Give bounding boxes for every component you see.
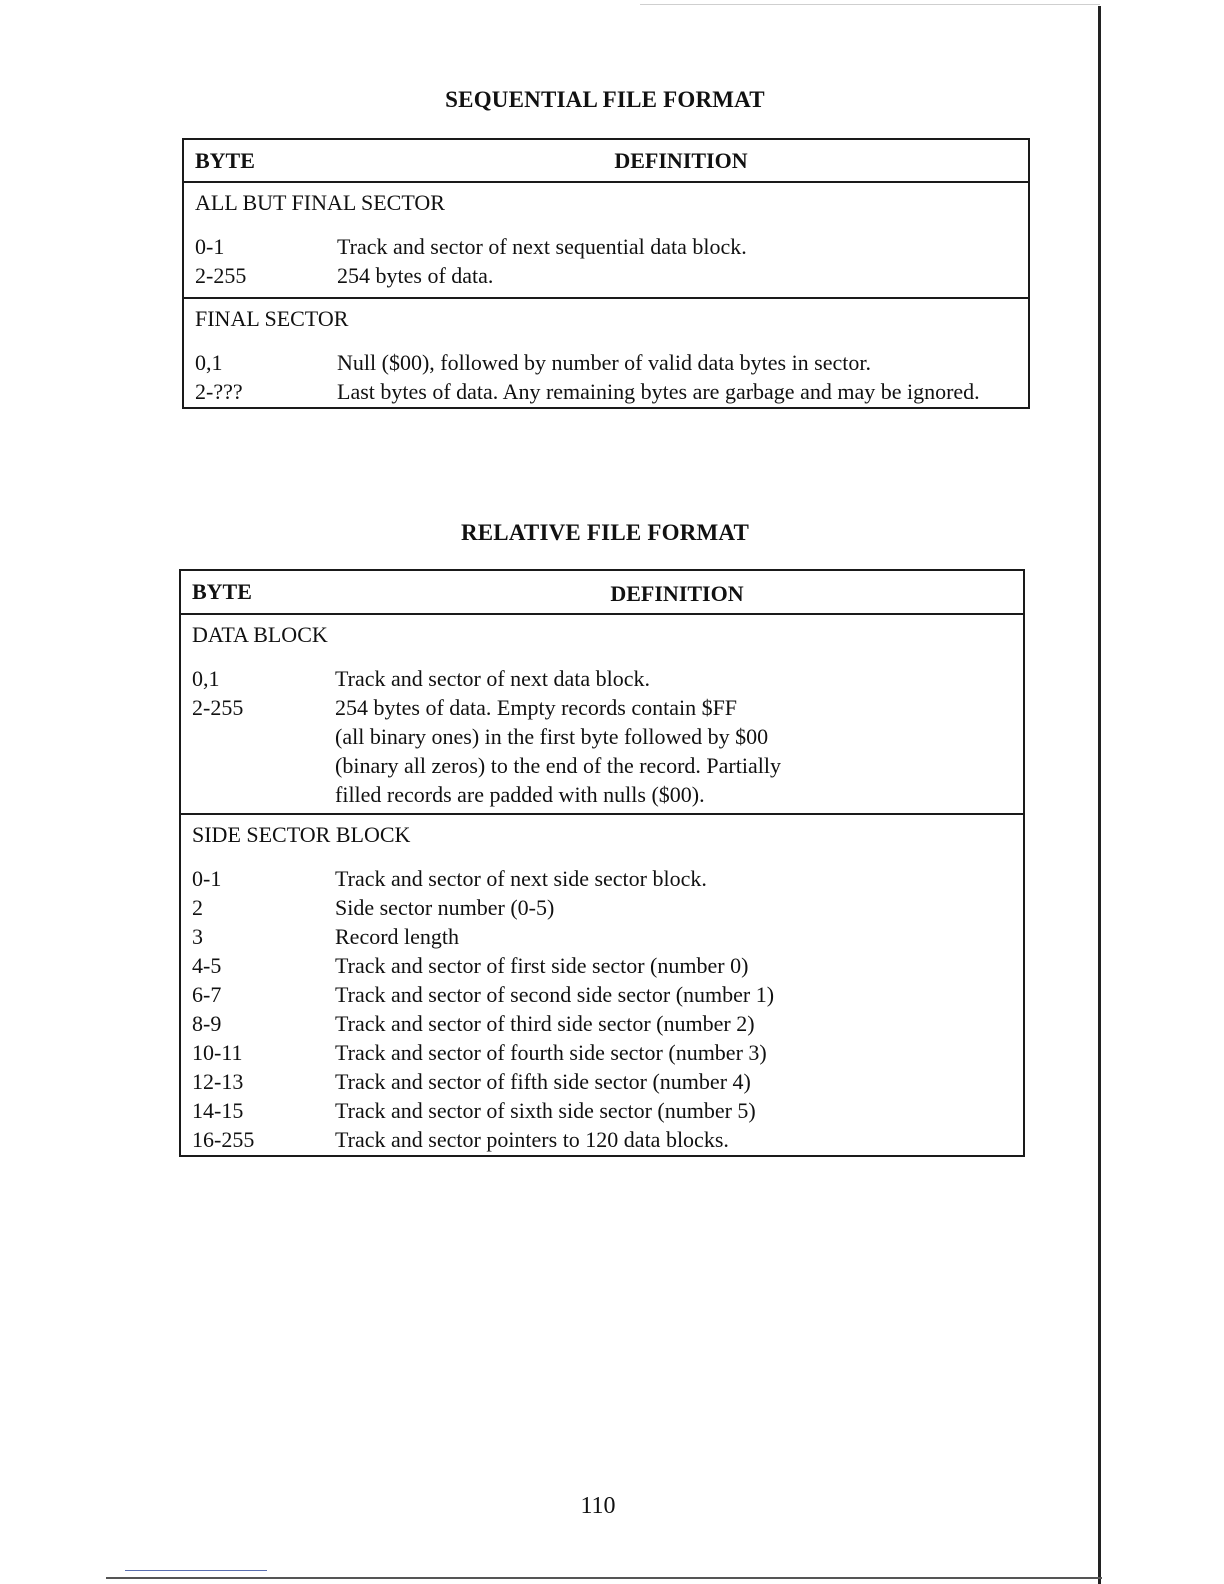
byte-cell: 2-255 xyxy=(195,263,247,288)
table-row xyxy=(192,924,1021,953)
definition-cell: Null ($00), followed by number of valid data bytes in sector. xyxy=(337,350,871,375)
byte-cell: 6-7 xyxy=(192,982,222,1007)
table-row xyxy=(195,350,1026,379)
table-row xyxy=(192,866,1021,895)
byte-header: BYTE xyxy=(192,579,252,604)
section-side-sector-block xyxy=(181,813,1023,1155)
section-data-block xyxy=(181,615,1023,813)
table-row xyxy=(192,1040,1021,1069)
table-header xyxy=(184,140,1028,183)
relative-title: RELATIVE FILE FORMAT xyxy=(460,520,750,545)
row-list xyxy=(195,234,1026,292)
byte-cell: 2 xyxy=(192,895,203,920)
row-list xyxy=(192,866,1021,1156)
section-final-sector xyxy=(184,297,1028,407)
byte-cell: 0-1 xyxy=(195,234,225,259)
sequential-table xyxy=(182,138,1030,409)
section-label: DATA BLOCK xyxy=(192,622,328,647)
byte-cell: 0,1 xyxy=(192,666,220,691)
right-edge-line xyxy=(1098,6,1101,1584)
definition-cell: Record length xyxy=(335,924,460,949)
page-number: 110 xyxy=(580,1493,616,1519)
definition-cell: Last bytes of data. Any remaining bytes are garbage and may be ignored. xyxy=(337,379,980,404)
definition-continuation: (all binary ones) in the first byte followed by $00 xyxy=(335,724,769,749)
byte-cell: 14-15 xyxy=(192,1098,244,1123)
row-list xyxy=(192,666,1021,811)
table-row xyxy=(195,263,1026,292)
definition-cell: Track and sector of next data block. xyxy=(335,666,651,691)
byte-cell: 12-13 xyxy=(192,1069,244,1094)
definition-header: DEFINITION xyxy=(614,148,748,173)
table-row xyxy=(192,982,1021,1011)
definition-cell: Track and sector of fourth side sector (number 3) xyxy=(335,1040,767,1065)
table-row xyxy=(192,1069,1021,1098)
section-label: FINAL SECTOR xyxy=(195,306,349,331)
table-row xyxy=(192,953,1021,982)
bottom-edge-line xyxy=(106,1577,1102,1579)
byte-cell: 4-5 xyxy=(192,953,222,978)
byte-cell: 8-9 xyxy=(192,1011,222,1036)
section-all-but-final xyxy=(184,183,1028,297)
relative-table xyxy=(179,569,1025,1157)
byte-cell: 0,1 xyxy=(195,350,223,375)
sequential-title: SEQUENTIAL FILE FORMAT xyxy=(445,87,765,112)
row-list xyxy=(195,350,1026,408)
definition-cell: 254 bytes of data. xyxy=(337,263,494,288)
section-label: ALL BUT FINAL SECTOR xyxy=(195,190,445,215)
byte-cell: 2-255 xyxy=(192,695,244,720)
definition-cell: Track and sector of fifth side sector (number 4) xyxy=(335,1069,751,1094)
byte-header: BYTE xyxy=(195,148,255,173)
definition-cell: Track and sector of second side sector (number 1) xyxy=(335,982,775,1007)
section-label: SIDE SECTOR BLOCK xyxy=(192,822,411,847)
definition-cell: Track and sector of next sequential data block. xyxy=(337,234,747,259)
table-row xyxy=(192,1011,1021,1040)
bottom-blue-mark xyxy=(125,1570,267,1571)
definition-continuation: filled records are padded with nulls ($00). xyxy=(335,782,705,807)
table-row xyxy=(192,1127,1021,1156)
byte-cell: 16-255 xyxy=(192,1127,255,1152)
definition-cell: 254 bytes of data. Empty records contain $FF xyxy=(335,695,738,720)
byte-cell: 10-11 xyxy=(192,1040,243,1065)
definition-cell: Track and sector pointers to 120 data blocks. xyxy=(335,1127,729,1152)
definition-cell: Side sector number (0-5) xyxy=(335,895,555,920)
byte-cell: 2-??? xyxy=(195,379,243,404)
table-header xyxy=(181,571,1023,615)
table-row xyxy=(192,695,1021,724)
byte-cell: 0-1 xyxy=(192,866,222,891)
byte-cell: 3 xyxy=(192,924,203,949)
definition-cell: Track and sector of next side sector block. xyxy=(335,866,707,891)
table-row xyxy=(192,666,1021,695)
table-row xyxy=(192,1098,1021,1127)
table-row xyxy=(195,379,1026,408)
definition-cell: Track and sector of sixth side sector (number 5) xyxy=(335,1098,756,1123)
definition-header: DEFINITION xyxy=(610,581,744,606)
table-row xyxy=(192,895,1021,924)
definition-continuation: (binary all zeros) to the end of the record. Partially xyxy=(335,753,781,778)
definition-cell: Track and sector of third side sector (number 2) xyxy=(335,1011,755,1036)
table-row xyxy=(195,234,1026,263)
definition-cell: Track and sector of first side sector (number 0) xyxy=(335,953,749,978)
top-edge-line xyxy=(640,4,1100,5)
